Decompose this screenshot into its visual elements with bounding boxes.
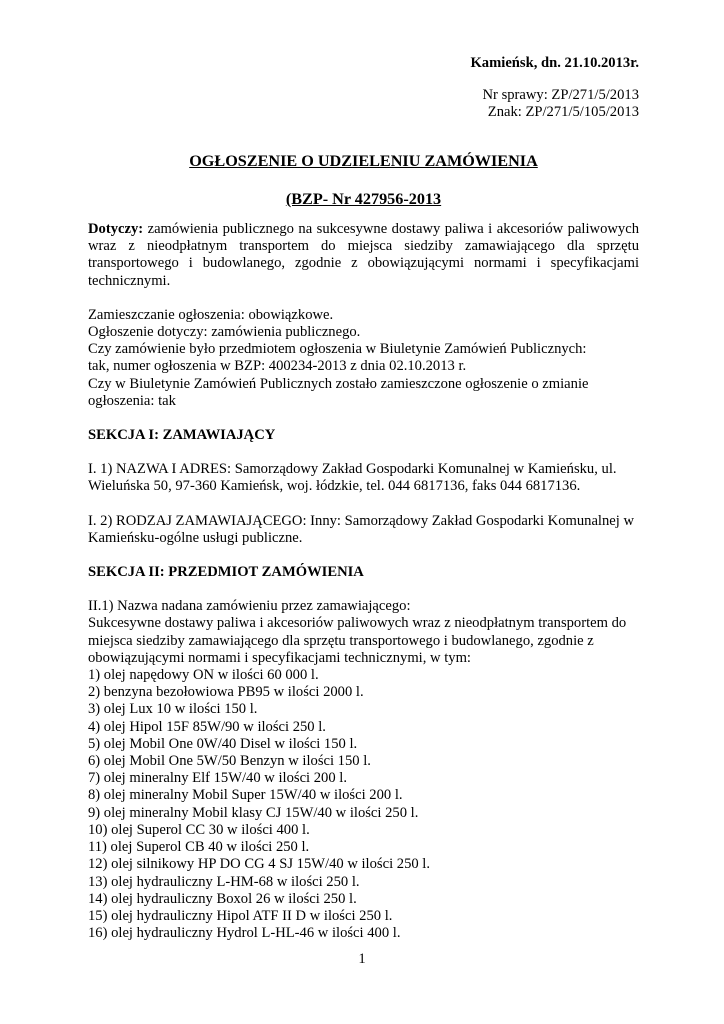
list-item: 7) olej mineralny Elf 15W/40 w ilości 200 l.: [88, 770, 347, 787]
concerns-label: Dotyczy:: [88, 221, 144, 237]
order-items-list: [88, 667, 639, 942]
document-title: OGŁOSZENIE O UDZIELENIU ZAMÓWIENIA: [189, 152, 538, 170]
list-item: 5) olej Mobil One 0W/40 Disel w ilości 150 l.: [88, 735, 358, 752]
list-item: 1) olej napędowy ON w ilości 60 000 l.: [88, 667, 319, 684]
list-item: 10) olej Superol CC 30 w ilości 400 l.: [88, 821, 310, 838]
ref-number: Znak: ZP/271/5/105/2013: [487, 104, 639, 121]
page-number: 1: [358, 951, 366, 967]
list-item: 11) olej Superol CB 40 w ilości 250 l.: [88, 839, 310, 856]
bzp-number: (BZP- Nr 427956-2013: [285, 190, 442, 208]
section1-heading: SEKCJA I: ZAMAWIAJĄCY: [88, 427, 276, 444]
list-item: 9) olej mineralny Mobil klasy CJ 15W/40 w ilości 250 l.: [88, 804, 419, 821]
section2-heading: SEKCJA II: PRZEDMIOT ZAMÓWIENIA: [88, 564, 364, 581]
list-item: 2) benzyna bezołowiowa PB95 w ilości 2000 l.: [88, 684, 364, 701]
list-item: 13) olej hydrauliczny L-HM-68 w ilości 250 l.: [88, 873, 360, 890]
list-item: 14) olej hydrauliczny Boxol 26 w ilości 250 l.: [88, 890, 357, 907]
info-line: Czy w Biuletynie Zamówień Publicznych zostało zamieszczone ogłoszenie o zmianie: [88, 375, 589, 392]
list-item: 8) olej mineralny Mobil Super 15W/40 w ilości 200 l.: [88, 787, 403, 804]
info-line: Ogłoszenie dotyczy: zamówienia publicznego.: [88, 324, 361, 341]
concerns-text: zamówienia publicznego na sukcesywne dostawy paliwa i akcesoriów paliwowych wraz z nieodpłatnym transportem do miejsca siedziby zamawiającego dla sprzętu transportowego i budowlanego, zgodnie z obowiązującymi normami i specyfikacjami technicznymi.: [88, 221, 639, 289]
list-item: 16) olej hydrauliczny Hydrol L-HL-46 w ilości 400 l.: [88, 925, 401, 942]
list-item: 15) olej hydrauliczny Hipol ATF II D w ilości 250 l.: [88, 907, 393, 924]
info-line: tak, numer ogłoszenia w BZP: 400234-2013 z dnia 02.10.2013 r.: [88, 358, 467, 375]
section1-name-address: I. 1) NAZWA I ADRES: Samorządowy Zakład Gospodarki Komunalnej w Kamieńsku, ul. Wieluńska 50, 97-360 Kamieńsk, woj. łódzkie, tel. 044 6817136, faks 044 6817136.: [88, 461, 617, 495]
case-number: Nr sprawy: ZP/271/5/2013: [482, 87, 639, 103]
notice-info: [88, 307, 639, 410]
concerns-paragraph: [88, 221, 639, 290]
list-item: 12) olej silnikowy HP DO CG 4 SJ 15W/40 w ilości 250 l.: [88, 856, 431, 873]
list-item: 6) olej Mobil One 5W/50 Benzyn w ilości 150 l.: [88, 753, 371, 770]
section2-description: Sukcesywne dostawy paliwa i akcesoriów paliwowych wraz z nieodpłatnym transportem do miejsca siedziby zamawiającego dla sprzętu transportowego i budowlanego, zgodnie z obowiązującymi normami i specyfikacjami technicznymi, w tym:: [88, 615, 627, 666]
reference-numbers: [483, 87, 639, 121]
section2-name-label: II.1) Nazwa nadana zamówieniu przez zamawiającego:: [88, 598, 411, 615]
place-date: Kamieńsk, dn. 21.10.2013r.: [470, 55, 639, 71]
info-line: Zamieszczanie ogłoszenia: obowiązkowe.: [88, 306, 334, 323]
section1-type: I. 2) RODZAJ ZAMAWIAJĄCEGO: Inny: Samorządowy Zakład Gospodarki Komunalnej w Kamieńsku-ogólne usługi publiczne.: [88, 512, 635, 546]
list-item: 4) olej Hipol 15F 85W/90 w ilości 250 l.: [88, 718, 326, 735]
info-line: Czy zamówienie było przedmiotem ogłoszenia w Biuletynie Zamówień Publicznych:: [88, 341, 587, 358]
info-line: ogłoszenia: tak: [88, 392, 176, 409]
document-body: [88, 221, 639, 942]
list-item: 3) olej Lux 10 w ilości 150 l.: [88, 701, 258, 718]
